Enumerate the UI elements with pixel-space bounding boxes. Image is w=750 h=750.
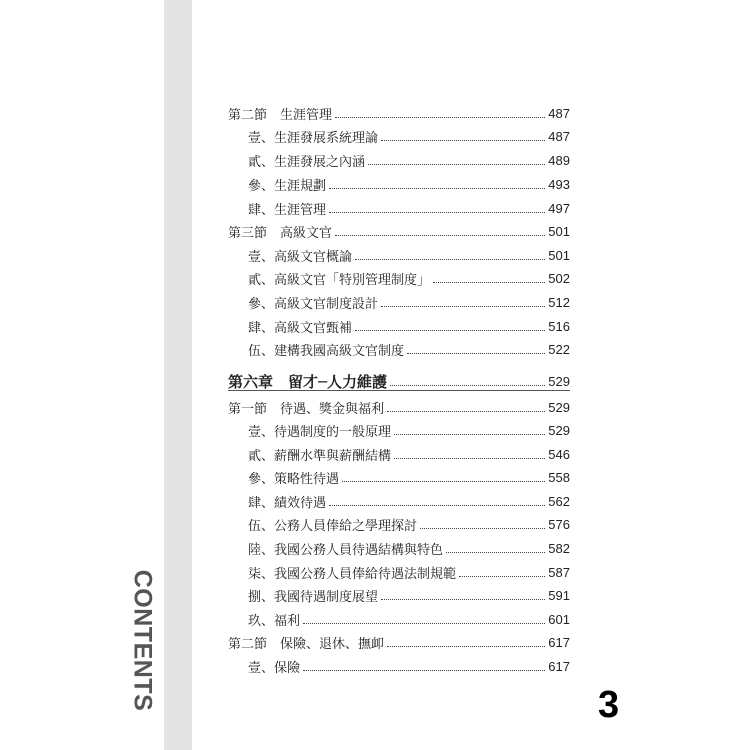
- toc-leader-dots: [342, 480, 545, 482]
- toc-entry-title: 伍、公務人員俸給之學理探討: [248, 518, 418, 534]
- toc-entry-page: 501: [548, 223, 570, 239]
- toc-entry-title: 第一節 待遇、獎金與福利: [228, 401, 385, 417]
- toc-entry-page: 617: [548, 658, 570, 674]
- side-strip: [164, 0, 192, 750]
- toc-entry-title: 壹、待遇制度的一般原理: [248, 424, 392, 440]
- toc-subsection-entry: [248, 124, 570, 148]
- toc-entry-title: 參、生涯規劃: [248, 178, 327, 194]
- toc-entry-page: 529: [548, 373, 570, 389]
- toc-entry-page: 487: [548, 105, 570, 121]
- toc-subsection-entry: [248, 314, 570, 338]
- toc-entry-title: 玖、福利: [248, 613, 301, 629]
- toc-subsection-entry: [248, 290, 570, 314]
- toc-entry-title: 肆、績效待遇: [248, 495, 327, 511]
- toc-entry-page: 501: [548, 247, 570, 263]
- toc-entry-page: 529: [548, 422, 570, 438]
- toc-subsection-entry: [248, 243, 570, 267]
- toc-leader-dots: [433, 281, 545, 283]
- toc-entry-page: 487: [548, 128, 570, 144]
- toc-leader-dots: [381, 139, 545, 141]
- toc-chapter-title: 第六章 留才─人力維護: [228, 372, 388, 391]
- toc-entry-page: 576: [548, 516, 570, 532]
- toc-subsection-entry: [248, 196, 570, 220]
- toc-entry-title: 伍、建構我國高級文官制度: [248, 343, 405, 359]
- toc-leader-dots: [329, 211, 545, 213]
- toc-entry-page: 516: [548, 318, 570, 334]
- toc-leader-dots: [394, 457, 545, 459]
- toc-subsection-entry: [248, 442, 570, 466]
- toc-leader-dots: [387, 410, 545, 412]
- toc-leader-dots: [335, 234, 545, 236]
- toc-entry-title: 捌、我國待遇制度展望: [248, 589, 379, 605]
- toc-entry-title: 第二節 保險、退休、撫卹: [228, 636, 385, 652]
- toc-leader-dots: [329, 187, 545, 189]
- toc-entry-page: 582: [548, 540, 570, 556]
- toc-subsection-entry: [248, 266, 570, 290]
- toc-entry-title: 第三節 高級文官: [228, 225, 333, 241]
- toc-entry-title: 柒、我國公務人員俸給待遇法制規範: [248, 566, 457, 582]
- toc-entry-title: 貳、薪酬水準與薪酬結構: [248, 448, 392, 464]
- toc-leader-dots: [446, 551, 545, 553]
- toc-entry-page: 502: [548, 270, 570, 286]
- toc-subsection-entry: [248, 172, 570, 196]
- toc-leader-dots: [303, 622, 545, 624]
- toc-subsection-entry: [248, 583, 570, 607]
- toc-subsection-entry: [248, 489, 570, 513]
- contents-side-label: [122, 569, 162, 711]
- toc-leader-dots: [420, 527, 545, 529]
- toc-entry-title: 第二節 生涯管理: [228, 107, 333, 123]
- page-number: 3: [598, 684, 620, 726]
- toc-subsection-entry: [248, 654, 570, 678]
- toc-entry-page: 587: [548, 564, 570, 580]
- toc-entry-page: 489: [548, 152, 570, 168]
- toc-leader-dots: [368, 163, 545, 165]
- toc-entry-page: 493: [548, 176, 570, 192]
- toc-section-entry: [228, 101, 570, 125]
- toc-section-entry: [228, 219, 570, 243]
- toc-section-entry: [228, 630, 570, 654]
- toc-entry-page: 617: [548, 634, 570, 650]
- toc-entry-page: 562: [548, 493, 570, 509]
- toc-subsection-entry: [248, 560, 570, 584]
- toc-subsection-entry: [248, 536, 570, 560]
- toc-leader-dots: [381, 598, 545, 600]
- toc-leader-dots: [355, 258, 545, 260]
- toc-entry-title: 參、高級文官制度設計: [248, 296, 379, 312]
- toc-subsection-entry: [248, 512, 570, 536]
- toc-entry-title: 壹、生涯發展系統理論: [248, 130, 379, 146]
- toc-subsection-entry: [248, 418, 570, 442]
- chapter-rule: [228, 390, 570, 391]
- toc-section-entry: [228, 395, 570, 419]
- toc-entry-title: 貳、生涯發展之內涵: [248, 154, 366, 170]
- toc-entry-title: 壹、保險: [248, 660, 301, 676]
- toc-entry-page: 512: [548, 294, 570, 310]
- toc-leader-dots: [303, 669, 545, 671]
- toc-leader-dots: [381, 305, 545, 307]
- contents-label-text: CONTENTS: [128, 569, 157, 711]
- toc-leader-dots: [390, 384, 545, 386]
- toc-entry-title: 參、策略性待遇: [248, 471, 340, 487]
- toc-entry-page: 497: [548, 200, 570, 216]
- toc-leader-dots: [335, 116, 545, 118]
- toc-subsection-entry: [248, 337, 570, 361]
- toc-entry-page: 529: [548, 399, 570, 415]
- toc-entry-page: 591: [548, 587, 570, 603]
- toc-leader-dots: [387, 645, 545, 647]
- toc-entry-page: 558: [548, 469, 570, 485]
- toc-leader-dots: [355, 329, 545, 331]
- toc-entry-page: 601: [548, 611, 570, 627]
- toc-subsection-entry: [248, 148, 570, 172]
- toc-leader-dots: [459, 575, 545, 577]
- toc-entry-title: 貳、高級文官「特別管理制度」: [248, 272, 431, 288]
- toc-leader-dots: [329, 504, 545, 506]
- toc-entry-title: 陸、我國公務人員待遇結構與特色: [248, 542, 444, 558]
- toc-entry-title: 壹、高級文官概論: [248, 249, 353, 265]
- toc-subsection-entry: [248, 465, 570, 489]
- toc-entry-title: 肆、高級文官甄補: [248, 320, 353, 336]
- toc-subsection-entry: [248, 607, 570, 631]
- toc-entry-title: 肆、生涯管理: [248, 202, 327, 218]
- toc-entry-page: 546: [548, 446, 570, 462]
- toc-leader-dots: [407, 352, 545, 354]
- toc-entry-page: 522: [548, 341, 570, 357]
- toc-leader-dots: [394, 433, 545, 435]
